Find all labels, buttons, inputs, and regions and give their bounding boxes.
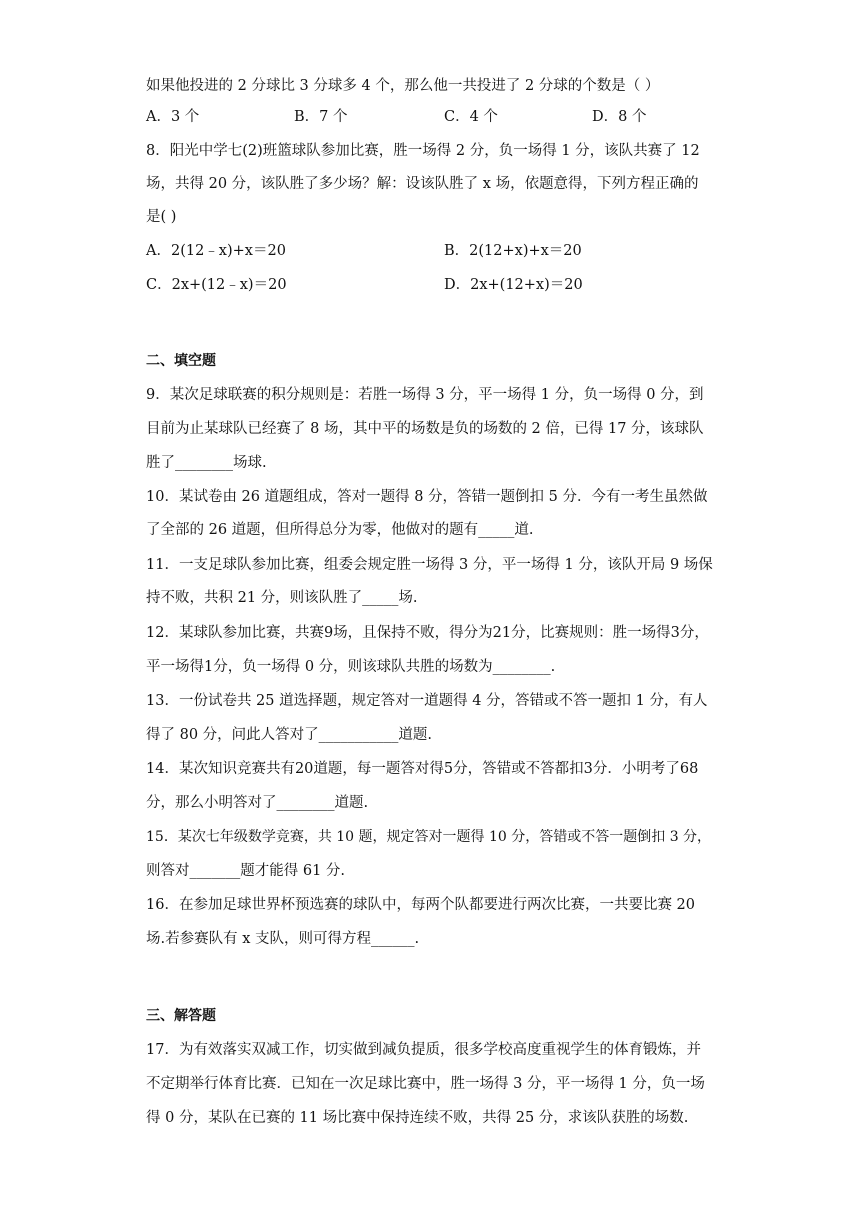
q15-line1: 15．某次七年级数学竞赛，共 10 题，规定答对一题得 10 分，答错或不答一题倒扣 3 分， — [146, 829, 712, 845]
q17-line1: 17．为有效落实双减工作，切实做到减负提质，很多学校高度重视学生的体育锻炼，并 — [146, 1042, 701, 1058]
q8-option-d: D．2x+(12+x)＝20 — [444, 277, 583, 293]
q8-stem-line1: 8．阳光中学七(2)班篮球队参加比赛，胜一场得 2 分，负一场得 1 分，该队共赛了 12 — [146, 143, 700, 159]
q7-option-a: A．3 个 — [146, 109, 200, 125]
q9-line3: 胜了________场球. — [146, 455, 267, 471]
q16-line1: 16．在参加足球世界杯预选赛的球队中，每两个队都要进行两次比赛，一共要比赛 20 — [146, 897, 696, 913]
q7-option-d: D．8 个 — [592, 109, 647, 125]
q10-line1: 10．某试卷由 26 道题组成，答对一题得 8 分，答错一题倒扣 5 分．今有一考生虽然做 — [146, 489, 708, 505]
q11-line2: 持不败，共积 21 分，则该队胜了_____场. — [146, 590, 418, 606]
q7-option-c: C．4 个 — [444, 109, 498, 125]
q11-line1: 11．一支足球队参加比赛，组委会规定胜一场得 3 分，平一场得 1 分，该队开局 9 场保 — [146, 557, 713, 573]
q10-line2: 了全部的 26 道题，但所得总分为零，他做对的题有_____道. — [146, 522, 534, 538]
q13-line1: 13．一份试卷共 25 道选择题，规定答对一道题得 4 分，答错或不答一题扣 1 分，有人 — [146, 693, 708, 709]
section-answer-title: 三、解答题 — [146, 1008, 216, 1024]
q9-line2: 目前为止某球队已经赛了 8 场，其中平的场数是负的场数的 2 倍，已得 17 分，该球队 — [146, 421, 704, 437]
q15-line2: 则答对_______题才能得 61 分. — [146, 863, 346, 879]
q14-line2: 分，那么小明答对了________道题. — [146, 795, 369, 811]
q8-stem-line2: 场，共得 20 分，该队胜了多少场？解：设该队胜了 x 场，依题意得，下列方程正确的 — [146, 176, 699, 192]
q12-line1: 12．某球队参加比赛，共赛9场，且保持不败，得分为21分，比赛规则：胜一场得3分， — [146, 625, 709, 641]
q8-option-a: A．2(12﹣x)+x＝20 — [146, 243, 286, 259]
q7-stem: 如果他投进的 2 分球比 3 分球多 4 个，那么他一共投进了 2 分球的个数是（ ） — [146, 78, 660, 94]
q7-option-b: B．7 个 — [294, 109, 348, 125]
q12-line2: 平一场得1分，负一场得 0 分，则该球队共胜的场数为________. — [146, 659, 556, 675]
q8-option-b: B．2(12+x)+x＝20 — [444, 243, 582, 259]
section-fill-in-title: 二、填空题 — [146, 353, 216, 369]
q8-stem-line3: 是( ) — [146, 209, 177, 225]
q8-option-c: C．2x+(12﹣x)＝20 — [146, 277, 287, 293]
q14-line1: 14．某次知识竞赛共有20道题，每一题答对得5分，答错或不答都扣3分．小明考了68 — [146, 761, 699, 777]
q16-line2: 场.若参赛队有 x 支队，则可得方程______. — [146, 931, 420, 947]
q13-line2: 得了 80 分，问此人答对了___________道题. — [146, 727, 433, 743]
q9-line1: 9．某次足球联赛的积分规则是：若胜一场得 3 分，平一场得 1 分，负一场得 0 分，到 — [146, 387, 704, 403]
q17-line3: 得 0 分，某队在已赛的 11 场比赛中保持连续不败，共得 25 分，求该队获胜的场数. — [146, 1110, 689, 1126]
q17-line2: 不定期举行体育比赛．已知在一次足球比赛中，胜一场得 3 分，平一场得 1 分，负一场 — [146, 1076, 705, 1092]
